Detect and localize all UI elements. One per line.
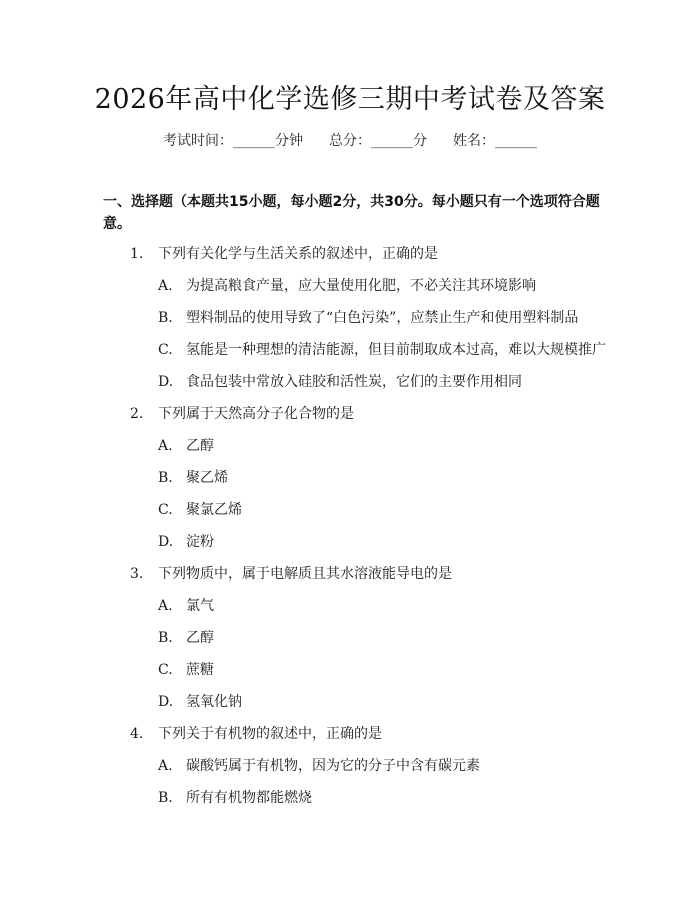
option-text: 氢能是一种理想的清洁能源，但目前制取成本过高，难以大规模推广 [186,342,606,358]
option-text: 食品包装中常放入硅胶和活性炭，它们的主要作用相同 [186,374,522,390]
option-text: 淀粉 [186,534,214,550]
option-text: 聚乙烯 [186,470,228,486]
question-number: 3. [130,566,144,582]
question-2-option-b [158,468,228,488]
question-3-option-a [158,596,214,616]
option-letter: D. [158,694,174,710]
question-4-option-a [158,756,480,776]
question-2-option-a [158,436,214,456]
option-letter: A. [158,598,173,614]
question-text: 下列关于有机物的叙述中，正确的是 [158,726,382,742]
section-heading: 一、选择题（本题共15小题，每小题2分，共30分。每小题只有一个选项符合题意。 [103,194,600,232]
option-text: 碳酸钙属于有机物，因为它的分子中含有碳元素 [186,758,480,774]
option-letter: C. [158,662,173,678]
question-1-option-a [158,276,536,296]
question-number: 1. [130,246,144,262]
page-title: 2026年高中化学选修三期中考试卷及答案 [94,84,606,115]
question-number: 2. [130,406,144,422]
question-2 [130,404,354,424]
option-letter: B. [158,790,173,806]
student-name-label: 姓名：______ [453,133,537,149]
question-3-option-b [158,628,214,648]
question-text: 下列属于天然高分子化合物的是 [158,406,354,422]
option-text: 聚氯乙烯 [186,502,242,518]
question-1-option-b [158,308,578,328]
question-4-option-b [158,788,312,808]
option-text: 乙醇 [186,438,214,454]
question-3 [130,564,452,584]
option-letter: C. [158,502,173,518]
exam-info-line [0,131,700,151]
option-text: 乙醇 [186,630,214,646]
option-text: 塑料制品的使用导致了“白色污染”，应禁止生产和使用塑料制品 [186,310,579,326]
total-score-label: 总分：______分 [329,133,427,149]
option-text: 所有有机物都能燃烧 [186,790,312,806]
question-1 [130,244,438,264]
option-letter: A. [158,278,173,294]
option-text: 蔗糖 [186,662,214,678]
question-3-option-d [158,692,242,712]
option-letter: B. [158,630,173,646]
question-2-option-d [158,532,214,552]
option-letter: A. [158,758,173,774]
question-3-option-c [158,660,214,680]
option-letter: B. [158,310,173,326]
question-text: 下列有关化学与生活关系的叙述中，正确的是 [158,246,438,262]
question-1-option-d [158,372,522,392]
option-text: 为提高粮食产量，应大量使用化肥，不必关注其环境影响 [186,278,536,294]
question-text: 下列物质中，属于电解质且其水溶液能导电的是 [158,566,452,582]
option-letter: A. [158,438,173,454]
question-2-option-c [158,500,242,520]
option-letter: D. [158,374,174,390]
option-letter: B. [158,470,173,486]
question-1-option-c [158,340,606,360]
question-number: 4. [130,726,144,742]
option-letter: C. [158,342,173,358]
option-text: 氢氧化钠 [186,694,242,710]
option-letter: D. [158,534,174,550]
exam-time-label: 考试时间：______分钟 [163,133,303,149]
question-4 [130,724,382,744]
option-text: 氯气 [186,598,214,614]
